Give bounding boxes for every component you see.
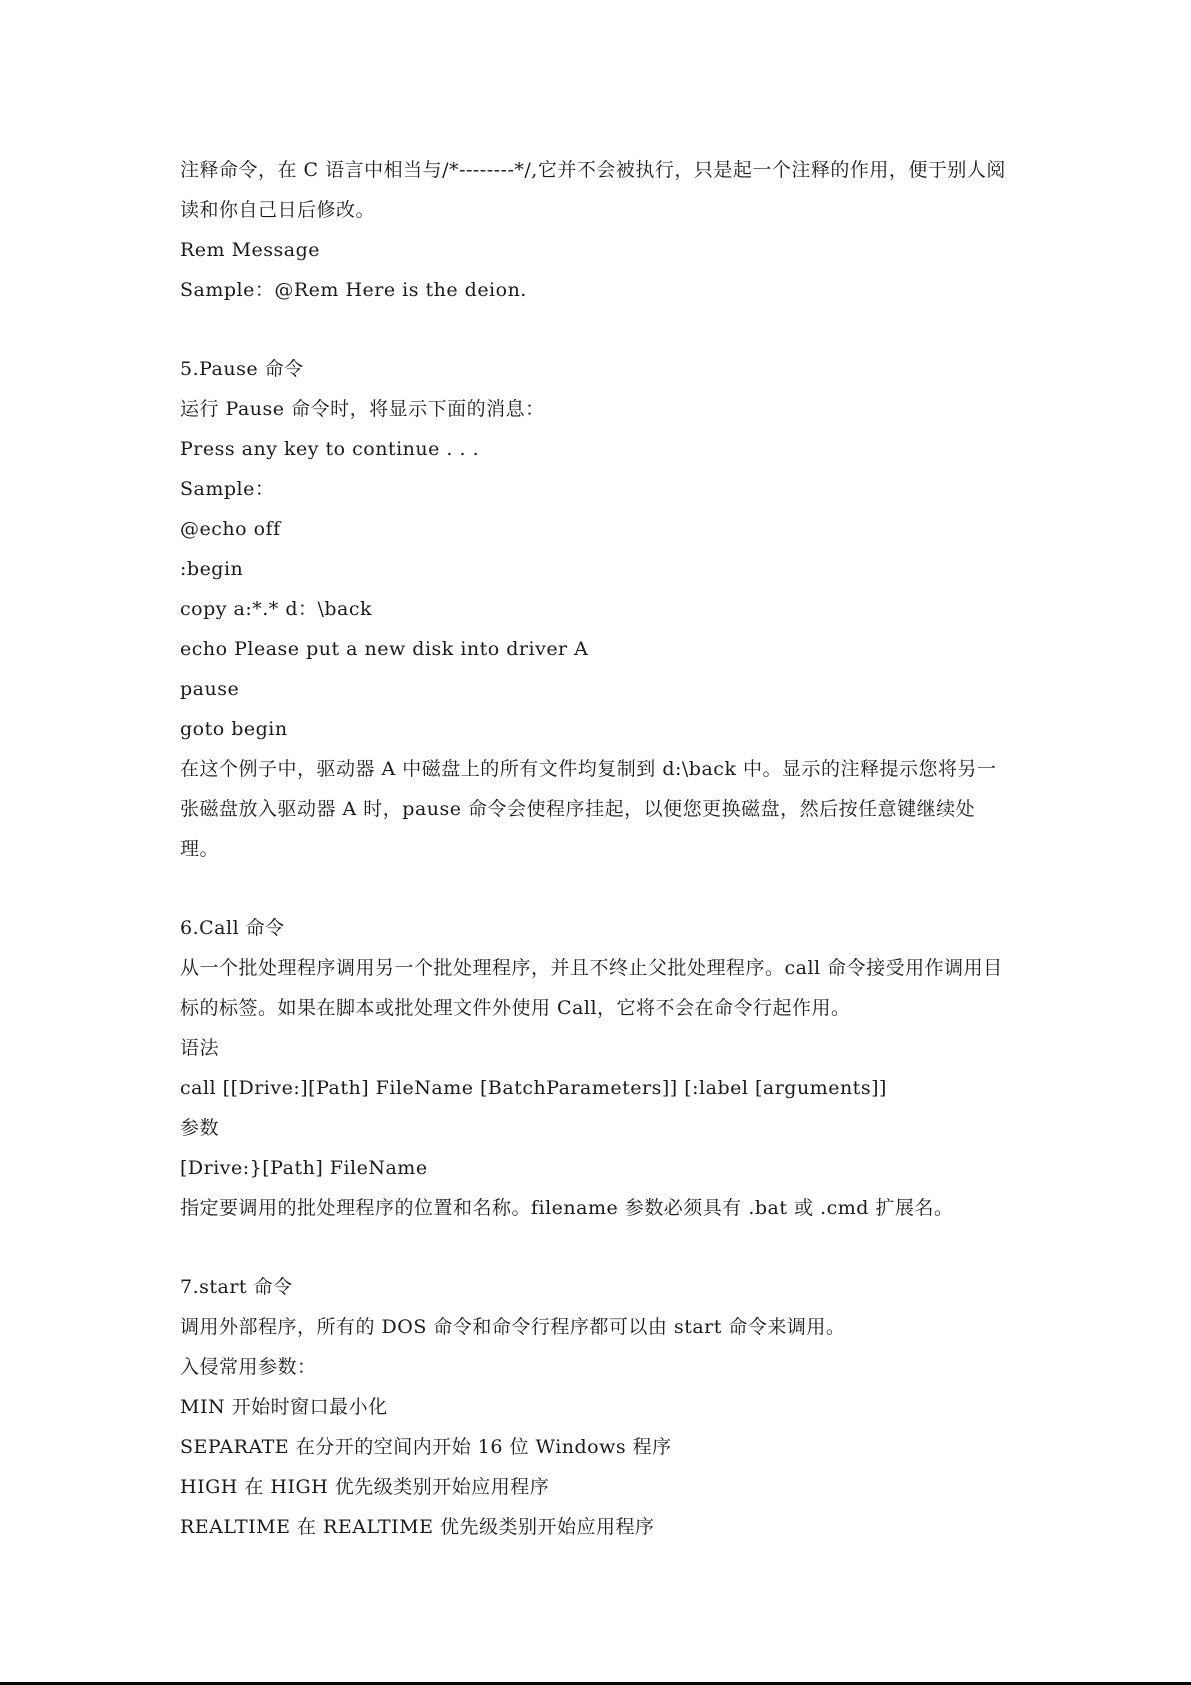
call-param-description: 指定要调用的批处理程序的位置和名称。filename 参数必须具有 .bat 或 .cmd 扩展名。 <box>180 1197 954 1219</box>
section-gap <box>180 1228 1010 1267</box>
call-heading: 6.Call 命令 <box>180 917 285 939</box>
rem-intro-paragraph: 注释命令，在 C 语言中相当与/*--------*/,它并不会被执行，只是起一个注释的作用，便于别人阅读和你自己日后修改。 <box>180 159 1006 221</box>
call-params-label: 参数 <box>180 1117 220 1139</box>
start-description: 调用外部程序，所有的 DOS 命令和命令行程序都可以由 start 命令来调用。 <box>180 1316 846 1338</box>
section-gap <box>180 869 1010 908</box>
call-param-name: [Drive:}[Path] FileName <box>180 1157 428 1179</box>
pause-explanation-paragraph: 在这个例子中，驱动器 A 中磁盘上的所有文件均复制到 d:\back 中。显示的注释提示您将另一张磁盘放入驱动器 A 时，pause 命令会使程序挂起，以便您更换磁盘，然后按任意键继续处理。 <box>180 758 997 860</box>
pause-heading: 5.Pause 命令 <box>180 358 304 380</box>
call-syntax: call [[Drive:][Path] FileName [BatchParameters]] [:label [arguments]] <box>180 1077 887 1099</box>
call-description-paragraph: 从一个批处理程序调用另一个批处理程序，并且不终止父批处理程序。call 命令接受用作调用目标的标签。如果在脚本或批处理文件外使用 Call，它将不会在命令行起作用。 <box>180 957 1003 1019</box>
code-line: goto begin <box>180 718 288 740</box>
rem-sample: Sample：@Rem Here is the deion. <box>180 279 527 301</box>
pause-description: 运行 Pause 命令时，将显示下面的消息： <box>180 398 545 420</box>
code-line: echo Please put a new disk into driver A <box>180 638 589 660</box>
code-line: pause <box>180 678 240 700</box>
start-param-item: SEPARATE 在分开的空间内开始 16 位 Windows 程序 <box>180 1436 672 1458</box>
start-param-item: MIN 开始时窗口最小化 <box>180 1396 388 1418</box>
call-syntax-label: 语法 <box>180 1037 220 1059</box>
pause-sample-label: Sample： <box>180 478 275 500</box>
start-param-item: HIGH 在 HIGH 优先级类别开始应用程序 <box>180 1476 550 1498</box>
start-params-label: 入侵常用参数： <box>180 1356 317 1378</box>
document-body <box>180 150 1010 1547</box>
code-line: :begin <box>180 558 244 580</box>
rem-syntax: Rem Message <box>180 239 321 261</box>
start-param-item: REALTIME 在 REALTIME 优先级类别开始应用程序 <box>180 1516 655 1538</box>
code-line: copy a:*.* d：\back <box>180 598 373 620</box>
pause-message: Press any key to continue . . . <box>180 438 480 460</box>
section-gap <box>180 310 1010 349</box>
start-heading: 7.start 命令 <box>180 1276 293 1298</box>
code-line: @echo off <box>180 518 281 540</box>
